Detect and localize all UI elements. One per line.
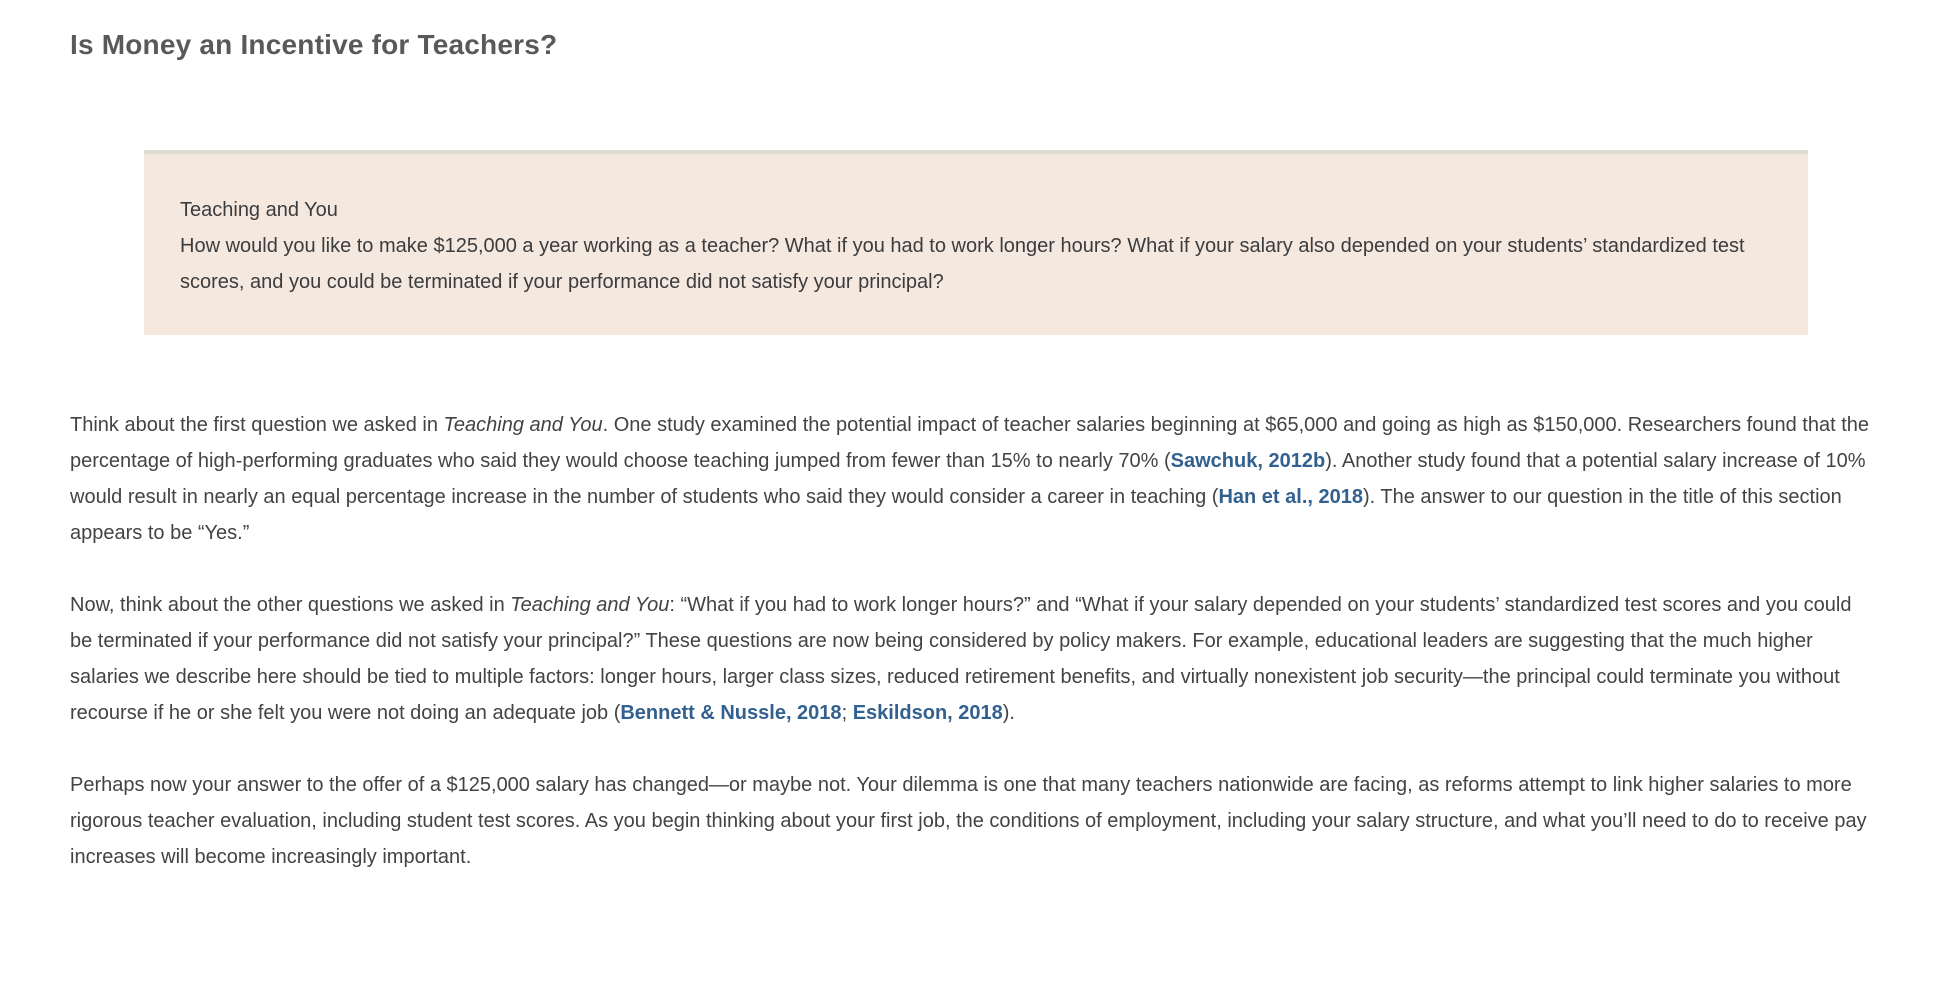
italic-text: Teaching and You [443,414,603,436]
text-run: Perhaps now your answer to the offer of a $125,000 salary has changed—or maybe not. Your dilemma is one that many teachers nationwide are facing, as reforms attempt to link higher salaries to more rigorous teacher evaluation, including student test scores. As you begin thinking about your first job, the conditions of employment, including your salary structure, and what you’ll need to do to receive pay increases will become increasingly important. [70,774,1867,868]
citation-link[interactable]: Sawchuk, 2012b [1170,450,1326,472]
citation-link[interactable]: Bennett & Nussle, 2018 [620,702,842,724]
text-run: ). Another study found that a potential salary increase of 10% would result in nearly an equal percentage increase in the number of students who said they would consider a career in teaching ( [70,450,1866,508]
paragraph [70,407,1876,551]
text-run: : “What if you had to work longer hours?” and “What if your salary depended on your students’ standardized test scores and you could be terminated if your performance did not satisfy your principal?” These questions are now being considered by policy makers. For example, educational leaders are suggesting that the much higher salaries we describe here should be tied to multiple factors: longer hours, larger class sizes, reduced retirement benefits, and virtually nonexistent job security—the principal could terminate you without recourse if he or she felt you were not doing an adequate job ( [70,594,1852,724]
citation-link[interactable]: Eskildson, 2018 [852,702,1003,724]
paragraph [70,767,1876,875]
article-body [70,407,1876,875]
page-title: Is Money an Incentive for Teachers? [70,29,558,60]
text-run: ). [1002,702,1015,724]
box-body-text: How would you like to make $125,000 a year working as a teacher? What if you had to work longer hours? What if your salary also depended on your students’ standardized test scores, and you could be terminated if your performance did not satisfy your principal? [180,235,1745,293]
box-heading: Teaching and You [180,199,338,221]
text-run: ; [841,702,853,724]
citation-link[interactable]: Han et al., 2018 [1218,486,1363,508]
italic-text: Teaching and You [510,594,670,616]
paragraph [70,587,1876,731]
text-run: Now, think about the other questions we asked in [70,594,511,616]
text-run: Think about the first question we asked in [70,414,444,436]
text-run: ). The answer to our question in the title of this section appears to be “Yes.” [70,486,1842,544]
text-run: . One study examined the potential impact of teacher salaries beginning at $65,000 and going as high as $150,000. Researchers found that the percentage of high-performing graduates who said they would choose teaching jumped from fewer than 15% to nearly 70% ( [70,414,1869,472]
teaching-and-you-box [144,150,1808,335]
